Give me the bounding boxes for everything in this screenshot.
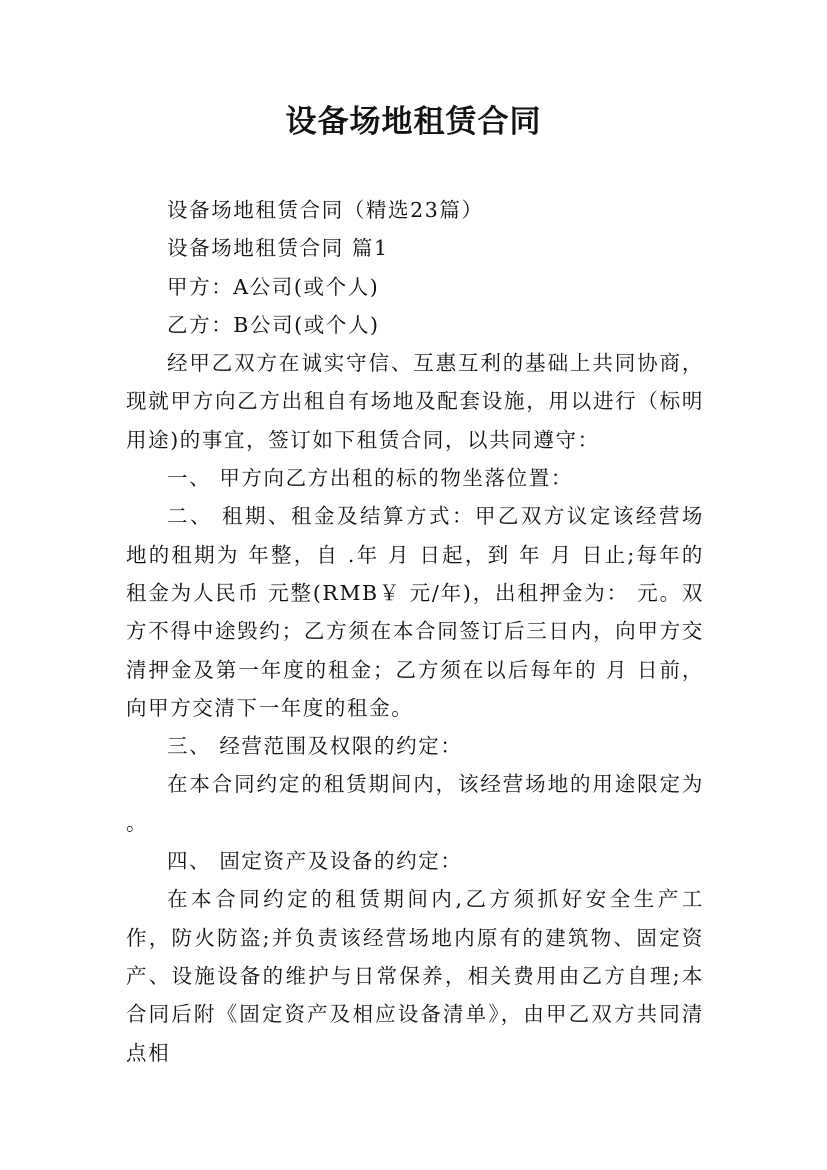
paragraph-clause-3-body: 在本合同约定的租赁期间内，该经营场地的用途限定为 。 (126, 772, 704, 835)
paragraph-clause-1-heading: 一、 甲方向乙方出租的标的物坐落位置： (167, 466, 573, 491)
paragraph-clause-3-heading: 三、 经营范围及权限的约定： (167, 734, 463, 759)
paragraph-clause-2: 二、 租期、租金及结算方式：甲乙双方议定该经营场地的租期为 年整，自 .年 月 日起，到 年 月 日止;每年的租金为人民币 元整(RMB￥ 元/年)，出租押金为： 元。双方不得中途毁约；乙方须在本合同签订后三日内，向甲方交清押金及第一年度的租金；乙方须在以后每年的 月 日前，向甲方交清下一年度的租金。 (126, 504, 704, 720)
document-title: 设备场地租赁合同 (285, 104, 542, 140)
paragraph-subtitle: 设备场地租赁合同（精选23篇） (167, 198, 484, 222)
paragraph-clause-4-body: 在本合同约定的租赁期间内,乙方须抓好安全生产工作，防火防盗;并负责该经营场地内原有的建筑物、固定资产、设施设备的维护与日常保养，相关费用由乙方自理;本合同后附《固定资产及相应设备清单》，由甲乙双方共同清点相 (126, 887, 704, 1065)
paragraph-party-b: 乙方：B公司(或个人) (167, 312, 380, 337)
document-body (126, 191, 704, 1072)
paragraph-clause-4-heading: 四、 固定资产及设备的约定： (167, 849, 463, 874)
paragraph-preamble: 经甲乙双方在诚实守信、互惠互利的基础上共同协商，现就甲方向乙方出租自有场地及配套设施，用以进行（标明用途)的事宜，签订如下租赁合同，以共同遵守： (126, 351, 704, 452)
paragraph-section-heading: 设备场地租赁合同 篇1 (167, 236, 389, 261)
paragraph-party-a: 甲方：A公司(或个人) (167, 274, 380, 299)
